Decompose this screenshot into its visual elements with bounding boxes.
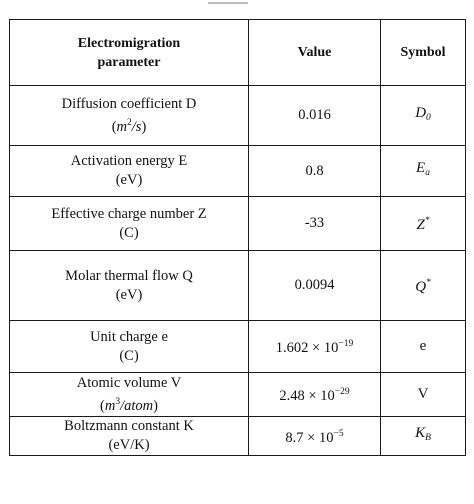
header-parameter-line-2: parameter [97,54,161,70]
table-row [10,86,466,146]
parameter-unit: (C) [119,224,139,241]
unit-superscript: 2 [127,117,132,128]
symbol-base: K [415,425,426,441]
unit-rest: /s [131,118,142,135]
symbol-base: Z [416,217,425,233]
parameter-name: Activation energy E [70,153,188,169]
header-parameter [10,20,249,86]
symbol-cell [381,251,466,321]
value-cell: 0.0094 [249,251,381,321]
symbol [416,160,430,176]
cropped-caption-fragment [208,0,248,5]
header-symbol: Symbol [381,20,466,86]
symbol-superscript: * [424,216,430,226]
header-parameter-line-1: Electromigration [77,35,181,51]
unit-rest: /atom [120,397,154,414]
symbol [415,425,431,441]
parameter-cell [10,86,249,146]
parameter-name: Effective charge number Z [51,205,207,222]
parameter-unit: (eV) [115,286,143,303]
symbol-cell [381,321,466,373]
unit-main: m [116,118,128,135]
symbol [415,279,431,295]
parameter-unit: (C) [119,347,139,364]
value-exponent: −5 [333,428,344,439]
table-row [10,373,466,417]
table-row [10,146,466,197]
symbol [415,105,431,121]
symbol-cell [381,417,466,456]
parameter-cell [10,417,249,456]
symbol-superscript: * [426,278,431,288]
table-header-row [10,20,466,86]
value-cell [249,321,381,373]
symbol-subscript: a [425,168,430,178]
parameter-unit: (eV/K) [108,437,150,453]
unit-main: m [104,397,116,414]
parameter-unit: $(m^2/s)$ [111,117,147,135]
table-row [10,321,466,373]
value-base: 1.602 × 10 [275,339,339,356]
parameter-name: Unit charge e [90,328,168,345]
symbol-base: Q [415,279,427,295]
header-value: Value [249,20,381,86]
symbol-subscript: 0 [426,112,431,123]
table-row [10,251,466,321]
table-row [10,417,466,456]
value-exponent: −19 [338,339,354,350]
symbol-cell [381,146,466,197]
parameter-unit: (eV) [115,172,143,188]
value-base: 8.7 × 10 [285,429,334,446]
value-cell: -33 [249,197,381,251]
symbol: V [417,386,429,402]
unit-superscript: 3 [115,396,121,407]
electromigration-parameters-table [9,19,466,456]
parameter-cell [10,146,249,197]
value-cell [249,417,381,456]
parameter-cell [10,197,249,251]
parameter-name: Molar thermal flow Q [65,267,193,284]
table-row [10,197,466,251]
symbol-cell [381,373,466,417]
parameter-cell [10,251,249,321]
parameter-unit: $(m^3/atom)$ [100,396,158,414]
parameter-name: Atomic volume V [76,374,182,391]
value-base: 2.48 × 10 [279,387,335,404]
symbol [416,217,429,233]
symbol-cell [381,86,466,146]
value-cell [249,373,381,417]
symbol-subscript: B [425,433,431,443]
symbol-base: E [416,160,426,176]
value-cell: 0.016 [249,86,381,146]
value-exponent: −29 [334,387,350,398]
parameter-name: Boltzmann constant K [64,418,194,434]
parameter-cell [10,373,249,417]
value-cell: 0.8 [249,146,381,197]
symbol-cell [381,197,466,251]
symbol-base: D [415,104,427,121]
parameter-name: Diffusion coefficient D [61,95,197,112]
symbol: e [419,338,427,354]
parameter-cell [10,321,249,373]
